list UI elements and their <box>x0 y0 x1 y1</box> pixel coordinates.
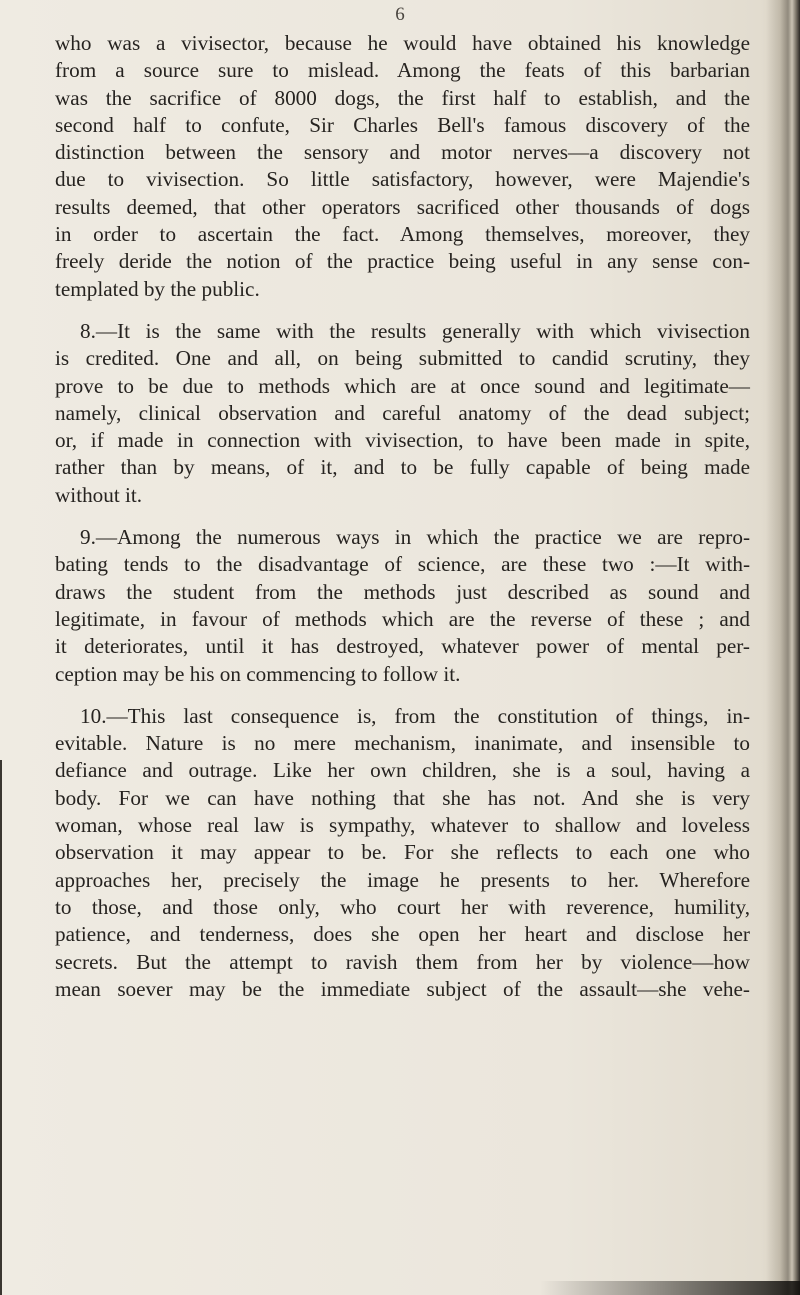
text-line: observation it may appear to be. For she reflects to each one who <box>55 840 750 865</box>
text-line: due to vivisection. So little satisfactory, however, were Majendie's <box>55 167 750 192</box>
text-line: secrets. But the attempt to ravish them from her by violence—how <box>55 949 750 974</box>
text-line: rather than by means, of it, and to be fully capable of being made <box>55 455 750 480</box>
paragraph-8 <box>55 318 750 509</box>
text-line: is credited. One and all, on being submitted to candid scrutiny, they <box>55 346 750 371</box>
body-text <box>55 30 750 1003</box>
text-line: freely deride the notion of the practice being useful in any sense con- <box>55 249 750 274</box>
page-left-edge <box>0 760 2 1295</box>
page-binding-edge <box>766 0 800 1295</box>
text-line: 10.—This last consequence is, from the constitution of things, in- <box>80 703 750 728</box>
text-line: mean soever may be the immediate subject of the assault—she vehe- <box>55 976 750 1001</box>
paragraph-10 <box>55 703 750 1003</box>
text-line: to those, and those only, who court her with reverence, humility, <box>55 894 750 919</box>
text-line: it deteriorates, until it has destroyed, whatever power of mental per- <box>55 634 750 659</box>
text-line: 8.—It is the same with the results generally with which vivisection <box>80 318 750 343</box>
text-line: second half to confute, Sir Charles Bell's famous discovery of the <box>55 112 750 137</box>
paragraph-9 <box>55 524 750 688</box>
text-line: woman, whose real law is sympathy, whatever to shallow and loveless <box>55 813 750 838</box>
text-line: bating tends to the disadvantage of science, are these two :—It with- <box>55 552 750 577</box>
text-line: from a source sure to mislead. Among the feats of this barbarian <box>55 58 750 83</box>
page-number: 6 <box>395 4 405 25</box>
text-line: evitable. Nature is no mere mechanism, inanimate, and insensible to <box>55 731 750 756</box>
text-line: distinction between the sensory and motor nerves—a discovery not <box>55 140 750 165</box>
page-bottom-shadow <box>540 1281 800 1295</box>
text-line: approaches her, precisely the image he presents to her. Wherefore <box>55 867 750 892</box>
text-line: or, if made in connection with vivisection, to have been made in spite, <box>55 428 750 453</box>
text-line: patience, and tenderness, does she open her heart and disclose her <box>55 922 750 947</box>
text-line: legitimate, in favour of methods which are the reverse of these ; and <box>55 606 750 631</box>
text-line: who was a vivisector, because he would have obtained his knowledge <box>55 31 750 55</box>
text-line: draws the student from the methods just described as sound and <box>55 579 750 604</box>
text-line: defiance and outrage. Like her own children, she is a soul, having a <box>55 758 750 783</box>
text-line: without it. <box>55 482 143 507</box>
text-line: namely, clinical observation and careful anatomy of the dead subject; <box>55 400 750 425</box>
paragraph-continued <box>55 30 750 303</box>
text-line: was the sacrifice of 8000 dogs, the first half to establish, and the <box>55 85 750 110</box>
text-line: results deemed, that other operators sacrificed other thousands of dogs <box>55 194 750 219</box>
text-line: 9.—Among the numerous ways in which the practice we are repro- <box>80 525 750 550</box>
text-line: body. For we can have nothing that she has not. And she is very <box>55 785 750 810</box>
text-line: templated by the public. <box>55 276 260 301</box>
text-line: in order to ascertain the fact. Among themselves, moreover, they <box>55 222 750 247</box>
text-line: ception may be his on commencing to follow it. <box>55 661 461 686</box>
text-line: prove to be due to methods which are at once sound and legitimate— <box>55 373 750 398</box>
